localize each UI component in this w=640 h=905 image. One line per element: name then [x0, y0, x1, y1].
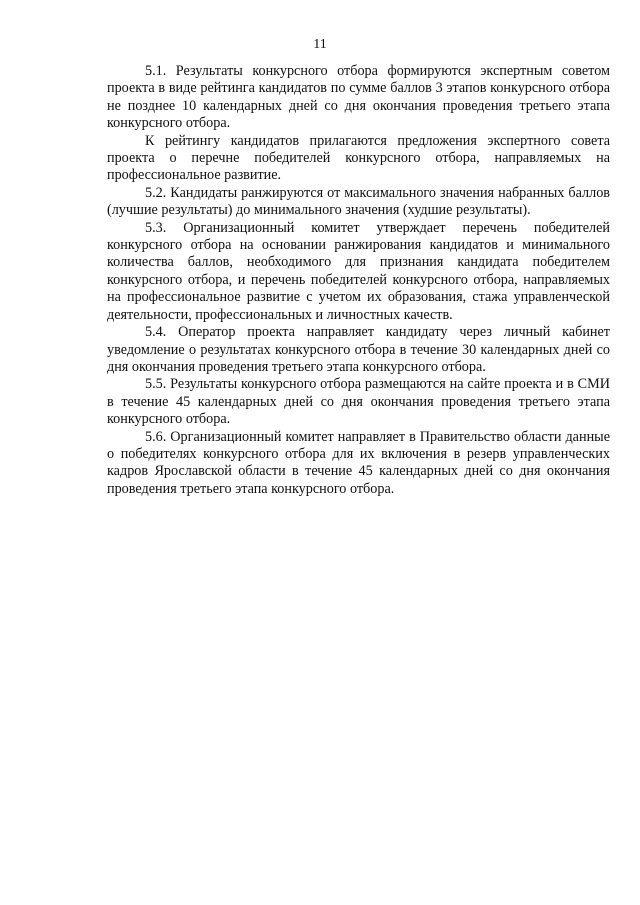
paragraph-5-5: 5.5. Результаты конкурсного отбора размещаются на сайте проекта и в СМИ в течение 45 календарных дней со дня окончания проведения третьего этапа конкурсного отбора.	[107, 376, 610, 428]
page-number: 11	[313, 37, 327, 52]
paragraph-5-1: 5.1. Результаты конкурсного отбора формируются экспертным советом проекта в виде рейтинга кандидатов по сумме баллов 3 этапов конкурсного отбора не позднее 10 календарных дней со дня окончания проведения третьего этапа конкурсного отбора.	[107, 63, 610, 132]
paragraph-5-2: 5.2. Кандидаты ранжируются от максимального значения набранных баллов (лучшие результаты) до минимального значения (худшие результаты).	[107, 184, 610, 219]
document-body	[107, 63, 610, 498]
paragraph-5-1-rating-note: К рейтингу кандидатов прилагаются предложения экспертного совета проекта о перечне победителей конкурсного отбора, направляемых на профессиональное развитие.	[107, 132, 610, 184]
paragraph-5-6: 5.6. Организационный комитет направляет в Правительство области данные о победителях конкурсного отбора для их включения в резерв управленческих кадров Ярославской области в течение 45 календарных дней со дня окончания проведения третьего этапа конкурсного отбора.	[107, 428, 610, 497]
paragraph-5-4: 5.4. Оператор проекта направляет кандидату через личный кабинет уведомление о результатах конкурсного отбора в течение 30 календарных дней со дня окончания проведения третьего этапа конкурсного отбора.	[107, 324, 610, 375]
paragraph-5-3: 5.3. Организационный комитет утверждает перечень победителей конкурсного отбора на основании ранжирования кандидатов и минимального количества баллов, необходимого для признания кандидата победителем конкурсного отбора, и перечень победителей конкурсного отбора, направляемых на профессиональное развитие с учетом их образования, стажа управленческой деятельности, профессиональных и личностных качеств.	[107, 219, 610, 323]
